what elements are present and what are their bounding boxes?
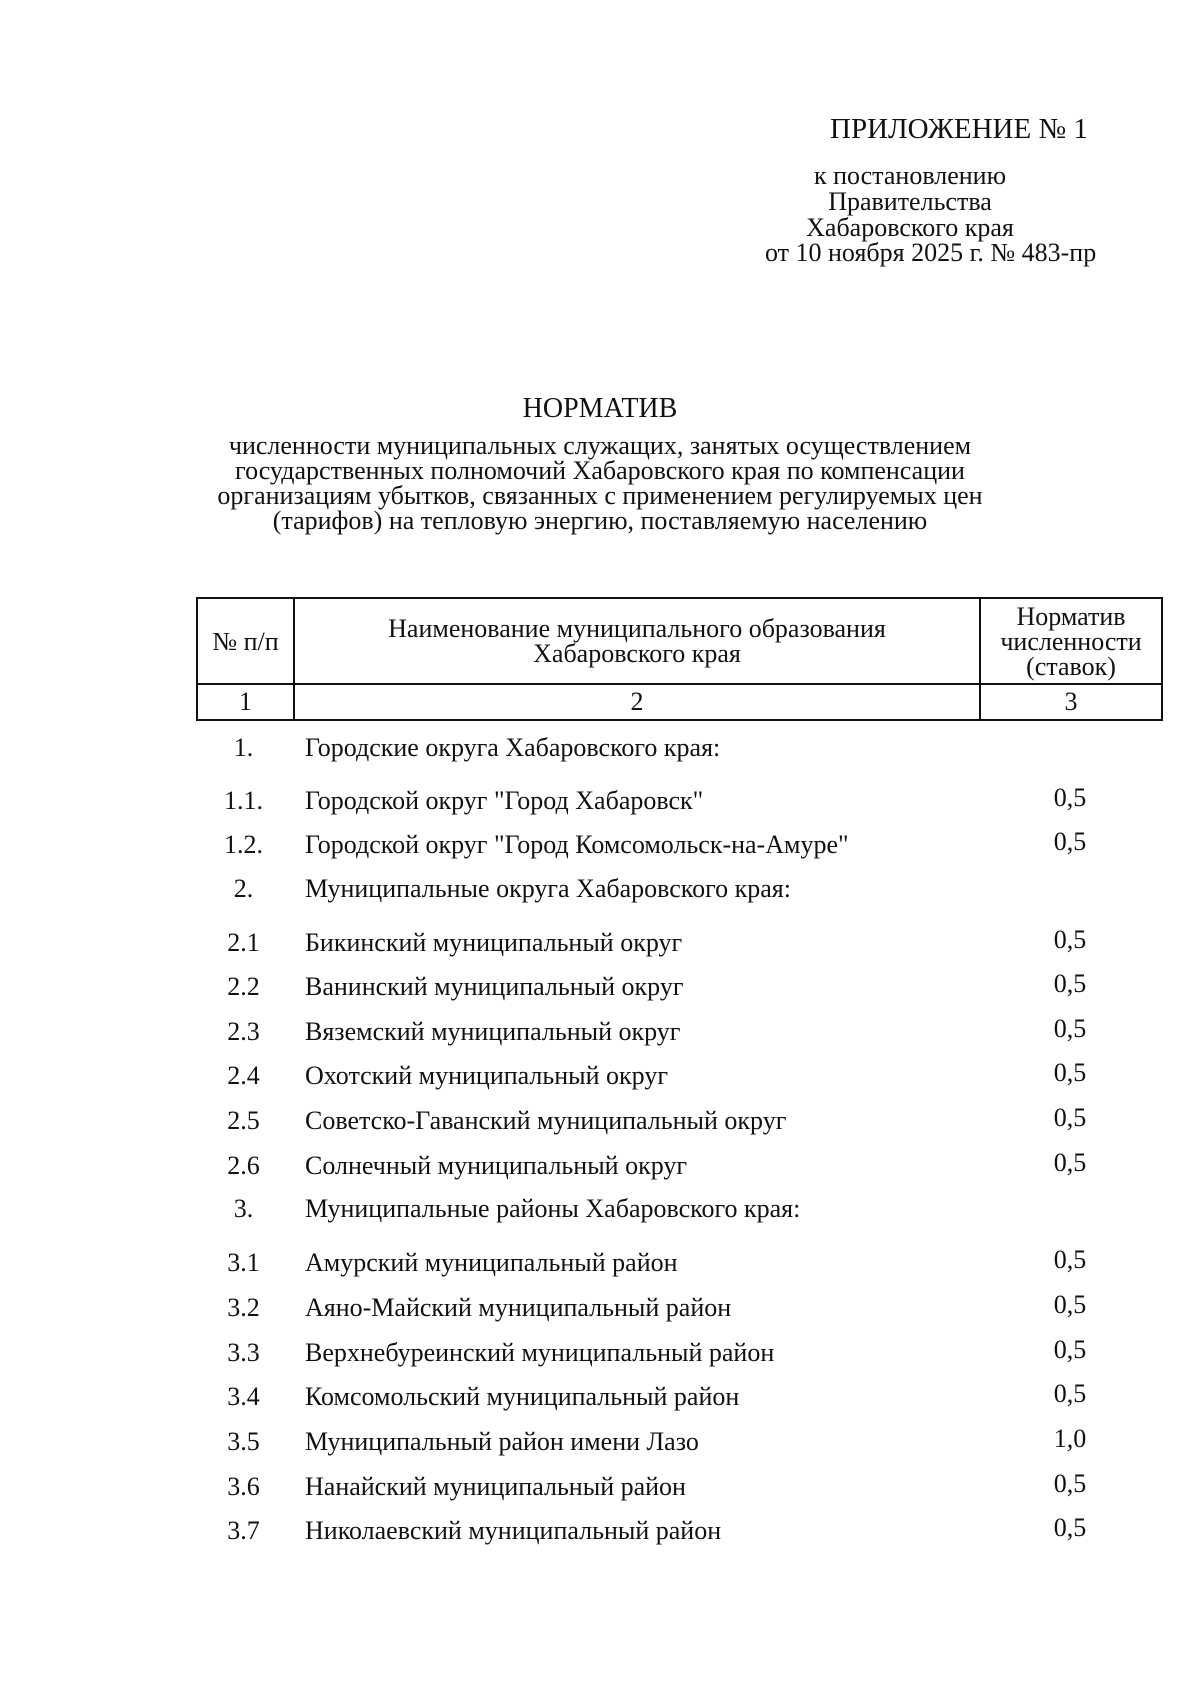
row-name: Бикинский муниципальный округ: [305, 928, 683, 957]
table-row: [0, 1513, 1200, 1556]
header-cell-norm: [980, 598, 1162, 684]
row-name: Вяземский муниципальный округ: [305, 1017, 681, 1046]
row-number: 2.1: [227, 928, 260, 957]
table-row: [0, 1148, 1200, 1191]
row-name: Ванинский муниципальный округ: [305, 972, 684, 1001]
table-row: [0, 1290, 1200, 1333]
header-name-line-1: Наименование муниципального образования: [388, 614, 886, 643]
appendix-line-1: к постановлению: [813, 161, 1007, 190]
table-row: [0, 827, 1200, 870]
table-row: [0, 1194, 1200, 1234]
row-number: 1.2.: [224, 830, 263, 859]
header-name-line-2: Хабаровского края: [533, 639, 741, 668]
row-value: 0,5: [1053, 1103, 1087, 1132]
row-name: Верхнебуреинский муниципальный район: [305, 1338, 775, 1367]
row-name: Нанайский муниципальный район: [305, 1472, 686, 1501]
row-name: Городские округа Хабаровского края:: [305, 733, 721, 762]
table-row: [0, 969, 1200, 1012]
row-value: 0,5: [1053, 1379, 1087, 1408]
row-name: Комсомольский муниципальный район: [305, 1382, 740, 1411]
table-row: [0, 1379, 1200, 1422]
table-header-row: [197, 598, 1162, 684]
row-number: 2.6: [227, 1151, 260, 1180]
row-number: 3.: [233, 1194, 254, 1223]
row-value: 0,5: [1053, 783, 1087, 812]
table-row: [0, 1469, 1200, 1512]
appendix-date: от 10 ноября 2025 г. № 483-пр: [765, 238, 1097, 267]
row-number: 3.4: [227, 1382, 260, 1411]
row-value: 0,5: [1053, 1469, 1087, 1498]
subtitle-line-4: (тарифов) на тепловую энергию, поставляемую населению: [272, 506, 928, 535]
header-cell-name: [294, 598, 980, 684]
table-row: [0, 1058, 1200, 1101]
column-number-1: 1: [197, 684, 294, 720]
table-row: [0, 874, 1200, 914]
row-value: 0,5: [1053, 827, 1087, 856]
column-number-row: [197, 684, 1162, 720]
row-value: 0,5: [1053, 925, 1087, 954]
row-number: 2.3: [227, 1017, 260, 1046]
header-norm-line-2: численности: [1000, 626, 1142, 656]
row-number: 1.: [233, 733, 254, 762]
header-norm-line-3: (ставок): [1026, 651, 1116, 681]
row-value: 0,5: [1053, 1513, 1087, 1542]
row-name: Амурский муниципальный район: [305, 1248, 678, 1277]
table-row: [0, 1335, 1200, 1378]
row-number: 1.1.: [224, 786, 263, 815]
appendix-line-3: Хабаровского края: [806, 213, 1014, 242]
table-row: [0, 783, 1200, 826]
row-number: 3.1: [227, 1248, 260, 1277]
subtitle-line-1: численности муниципальных служащих, занятых осуществлением: [228, 431, 972, 460]
row-name: Охотский муниципальный округ: [305, 1061, 668, 1090]
table-row: [0, 1014, 1200, 1057]
row-value: 0,5: [1053, 1014, 1087, 1043]
row-name: Городской округ "Город Хабаровск": [305, 786, 704, 815]
row-name: Муниципальные округа Хабаровского края:: [305, 874, 791, 903]
row-number: 2.2: [227, 972, 260, 1001]
table-row: [0, 733, 1200, 773]
appendix-line-2: Правительства: [828, 187, 992, 216]
column-number-3: 3: [980, 684, 1162, 720]
row-name: Муниципальный район имени Лазо: [305, 1427, 699, 1456]
row-number: 2.: [233, 874, 254, 903]
table-row: [0, 1103, 1200, 1146]
row-value: 1,0: [1053, 1424, 1087, 1453]
document-title: НОРМАТИВ: [522, 393, 678, 424]
row-number: 3.2: [227, 1293, 260, 1322]
table-row: [0, 1245, 1200, 1288]
row-value: 0,5: [1053, 1245, 1087, 1274]
row-name: Николаевский муниципальный район: [305, 1516, 722, 1545]
row-number: 3.6: [227, 1472, 260, 1501]
row-number: 3.5: [227, 1427, 260, 1456]
norms-table-header: [196, 597, 1163, 721]
row-name: Муниципальные районы Хабаровского края:: [305, 1194, 801, 1223]
header-norm-line-1: Норматив: [1016, 601, 1126, 631]
row-value: 0,5: [1053, 1148, 1087, 1177]
column-number-2: 2: [294, 684, 980, 720]
row-number: 3.3: [227, 1338, 260, 1367]
row-value: 0,5: [1053, 1335, 1087, 1364]
row-value: 0,5: [1053, 969, 1087, 998]
appendix-title: ПРИЛОЖЕНИЕ № 1: [830, 113, 1088, 145]
row-name: Городской округ "Город Комсомольск-на-Амуре": [305, 830, 849, 859]
header-number-label: № п/п: [212, 626, 279, 656]
subtitle-line-3: организациям убытков, связанных с применением регулируемых цен: [217, 481, 983, 510]
row-name: Солнечный муниципальный округ: [305, 1151, 688, 1180]
table-row: [0, 1424, 1200, 1467]
table-row: [0, 925, 1200, 968]
row-value: 0,5: [1053, 1290, 1087, 1319]
row-number: 3.7: [227, 1516, 260, 1545]
row-name: Аяно-Майский муниципальный район: [305, 1293, 732, 1322]
row-number: 2.4: [227, 1061, 260, 1090]
row-number: 2.5: [227, 1106, 260, 1135]
row-value: 0,5: [1053, 1058, 1087, 1087]
header-cell-number: [197, 598, 294, 684]
row-name: Советско-Гаванский муниципальный округ: [305, 1106, 787, 1135]
subtitle-line-2: государственных полномочий Хабаровского края по компенсации: [235, 456, 965, 485]
